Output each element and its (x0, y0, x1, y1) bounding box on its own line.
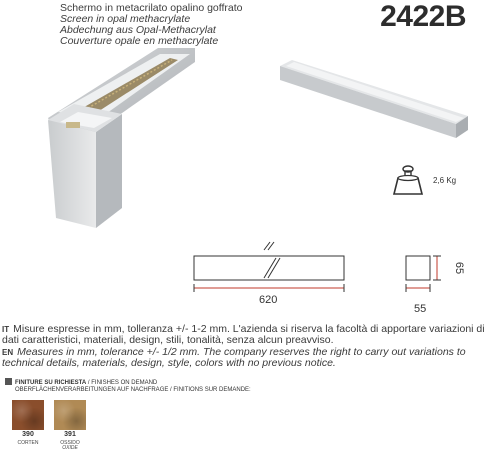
dimension-height: 65 (453, 261, 466, 275)
technical-drawing (190, 238, 490, 318)
description-de: Abdechung aus Opal-Methacrylat (60, 24, 216, 36)
finishes-square-icon (5, 378, 12, 385)
finish-swatch-ossido (54, 400, 86, 430)
note-en-tag: EN (2, 348, 14, 357)
product-code: 2422B (380, 0, 466, 33)
description-fr: Couverture opale en methacrylate (60, 35, 219, 47)
finish-code-corten: 390 (22, 431, 34, 438)
finishes-title-rest: / FINISHES ON DEMAND (86, 380, 158, 386)
finishes-title (5, 378, 251, 394)
description-en: Screen in opal methacrylate (60, 13, 191, 25)
note-en-text: Measures in mm, tolerance +/- 1/2 mm. The company reserves the right to carry out variations to technical details, materials, design, style, colors with no previous notice. (2, 346, 466, 369)
finish-swatch-corten (12, 400, 44, 430)
product-photo (0, 48, 195, 228)
finishes-subtitle: OBERFLÄCHENVERARBEITUNGEN AUF NACHFRAGE / FINITIONS SUR DEMANDE: (15, 387, 251, 393)
note-en (2, 347, 492, 369)
finish-code-ossido: 391 (64, 431, 76, 438)
note-it (2, 324, 492, 346)
finish-name-ossido: OSSIDO (60, 440, 80, 446)
finishes-title-bold: FINITURE SU RICHIESTA (15, 380, 87, 386)
note-it-text: Misure espresse in mm, tolleranza +/- 1-2 mm. L'azienda si riserva la facoltà di apportare variazioni di dati caratteristici, materiali, design, stili, tonalità, senza alcun preavviso. (2, 323, 485, 346)
finish-sub-ossido: OXIDE (62, 445, 78, 451)
weight-label: 2,6 Kg (433, 176, 457, 185)
weight-icon (390, 164, 426, 198)
dimension-length: 620 (259, 294, 278, 306)
dimension-width: 55 (414, 303, 427, 315)
finish-name-corten: CORTEN (17, 440, 39, 446)
note-it-tag: IT (2, 325, 10, 334)
description-it: Schermo in metacrilato opalino goffrato (60, 2, 243, 14)
product-render (268, 58, 468, 148)
